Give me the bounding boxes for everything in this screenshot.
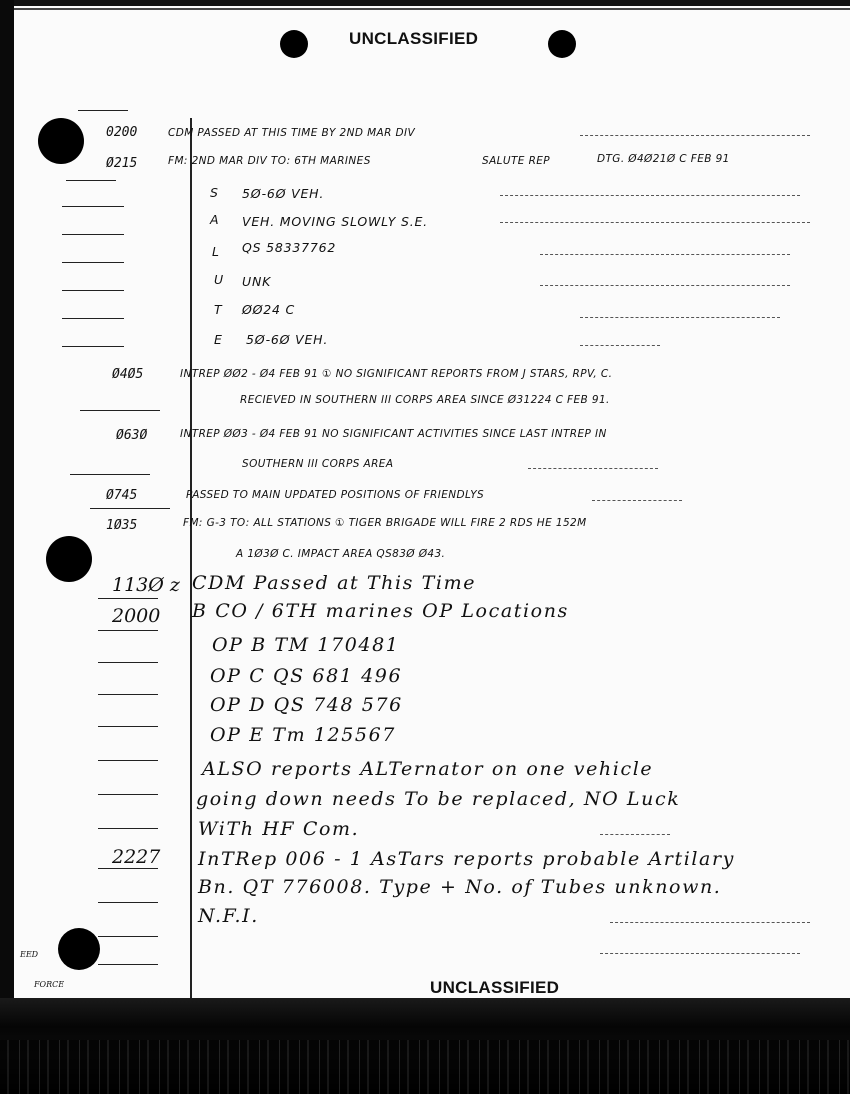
fill-line xyxy=(580,345,660,346)
log-entry-text: INTREP ØØ3 - Ø4 FEB 91 NO SIGNIFICANT ACTIVITIES SINCE LAST INTREP IN xyxy=(180,428,607,440)
op-location: OP B TM 170481 xyxy=(212,634,400,656)
fill-line xyxy=(540,285,790,286)
log-entry-text: RECIEVED IN SOUTHERN III CORPS AREA SINCE Ø31224 C FEB 91. xyxy=(240,394,610,406)
op-location: OP C QS 681 496 xyxy=(210,665,403,687)
log-column-divider xyxy=(190,118,192,1000)
margin-tick xyxy=(80,410,160,411)
margin-tick xyxy=(98,662,158,663)
punch-hole-top-left xyxy=(280,30,308,58)
dtg-label: DTG. Ø4Ø21Ø C FEB 91 xyxy=(597,153,730,165)
log-time: Ø63Ø xyxy=(116,428,148,443)
margin-tick xyxy=(98,630,158,631)
margin-tick xyxy=(62,290,124,291)
log-time: 113Ø z xyxy=(112,574,180,596)
salute-value: 5Ø-6Ø VEH. xyxy=(246,332,329,347)
salute-letter: E xyxy=(214,332,223,347)
salute-value: 5Ø-6Ø VEH. xyxy=(242,186,325,201)
log-time: Ø745 xyxy=(106,488,138,503)
log-entry-handwritten: N.F.I. xyxy=(198,905,259,927)
margin-tick xyxy=(98,694,158,695)
log-time: Ø4Ø5 xyxy=(112,367,144,382)
margin-note: FORCE xyxy=(34,980,65,989)
classification-bottom: UNCLASSIFIED xyxy=(430,978,560,997)
classification-top: UNCLASSIFIED xyxy=(349,29,479,48)
margin-tick xyxy=(98,726,158,727)
margin-tick xyxy=(98,964,158,965)
log-note: going down needs To be replaced, NO Luck xyxy=(196,788,681,810)
log-note: ALSO reports ALTernator on one vehicle xyxy=(202,758,654,780)
margin-tick xyxy=(98,902,158,903)
fill-line xyxy=(600,834,670,835)
margin-tick xyxy=(98,868,158,869)
log-entry-handwritten: InTRep 006 - 1 AsTars reports probable Artilary xyxy=(198,848,735,870)
scan-noise xyxy=(0,1040,850,1094)
fill-line xyxy=(528,468,658,469)
fill-line xyxy=(610,922,810,923)
punch-hole-left-3 xyxy=(58,928,100,970)
op-location: OP D QS 748 576 xyxy=(210,694,403,716)
log-note: WiTh HF Com. xyxy=(198,818,360,840)
margin-tick xyxy=(90,508,170,509)
fill-line xyxy=(600,953,800,954)
margin-tick xyxy=(98,794,158,795)
salute-letter: T xyxy=(214,302,223,317)
margin-tick xyxy=(62,206,124,207)
margin-tick xyxy=(98,936,158,937)
salute-letter: U xyxy=(214,272,224,287)
salute-value: ØØ24 C xyxy=(242,302,296,317)
log-time: 2000 xyxy=(112,605,161,627)
salute-letter: L xyxy=(212,244,220,259)
scan-top-edge xyxy=(14,0,850,6)
margin-tick xyxy=(62,234,124,235)
margin-tick xyxy=(98,760,158,761)
fill-line xyxy=(500,222,810,223)
margin-note: EED xyxy=(20,950,39,959)
log-entry-text: SOUTHERN III CORPS AREA xyxy=(242,458,394,470)
salute-value: QS 58337762 xyxy=(242,240,337,255)
log-entry-header: FM: 2ND MAR DIV TO: 6TH MARINES xyxy=(168,155,371,167)
punch-hole-top-right xyxy=(548,30,576,58)
log-entry-text: INTREP ØØ2 - Ø4 FEB 91 ① NO SIGNIFICANT REPORTS FROM J STARS, RPV, C. xyxy=(180,368,613,380)
log-entry-text: A 1Ø3Ø C. IMPACT AREA QS83Ø Ø43. xyxy=(236,548,446,560)
margin-tick xyxy=(62,318,124,319)
margin-tick xyxy=(66,180,116,181)
salute-value: VEH. MOVING SLOWLY S.E. xyxy=(242,214,428,229)
margin-tick xyxy=(62,262,124,263)
log-entry-text: FM: G-3 TO: ALL STATIONS ① TIGER BRIGADE WILL FIRE 2 RDS HE 152M xyxy=(183,517,587,529)
log-time: 1Ø35 xyxy=(106,518,138,533)
salute-rep-label: SALUTE REP xyxy=(482,155,551,167)
fill-line xyxy=(580,135,810,136)
margin-tick xyxy=(78,110,128,111)
salute-letter: A xyxy=(210,212,220,227)
punch-hole-left-2 xyxy=(46,536,92,582)
margin-tick xyxy=(62,346,124,347)
op-location: OP E Tm 125567 xyxy=(210,724,396,746)
log-entry-handwritten: Bn. QT 776008. Type + No. of Tubes unknown. xyxy=(198,876,722,898)
log-entry-text: CDM PASSED AT THIS TIME BY 2ND MAR DIV xyxy=(168,127,416,139)
log-entry-handwritten: CDM Passed at This Time xyxy=(192,572,477,594)
fill-line xyxy=(580,317,780,318)
salute-letter: S xyxy=(210,185,219,200)
margin-tick xyxy=(98,598,158,599)
punch-hole-left-1 xyxy=(38,118,84,164)
log-entry-handwritten: B CO / 6TH marines OP Locations xyxy=(192,600,569,622)
margin-tick xyxy=(70,474,150,475)
scan-left-edge xyxy=(0,0,14,1000)
log-time: Ø215 xyxy=(106,156,138,171)
fill-line xyxy=(540,254,790,255)
scan-top-edge-line xyxy=(14,8,850,10)
salute-value: UNK xyxy=(242,274,272,289)
log-entry-text: PASSED TO MAIN UPDATED POSITIONS OF FRIENDLYS xyxy=(186,489,485,501)
fill-line xyxy=(592,500,682,501)
log-time: 2227 xyxy=(112,846,161,868)
log-time: 0200 xyxy=(106,125,138,140)
margin-tick xyxy=(98,828,158,829)
fill-line xyxy=(500,195,800,196)
